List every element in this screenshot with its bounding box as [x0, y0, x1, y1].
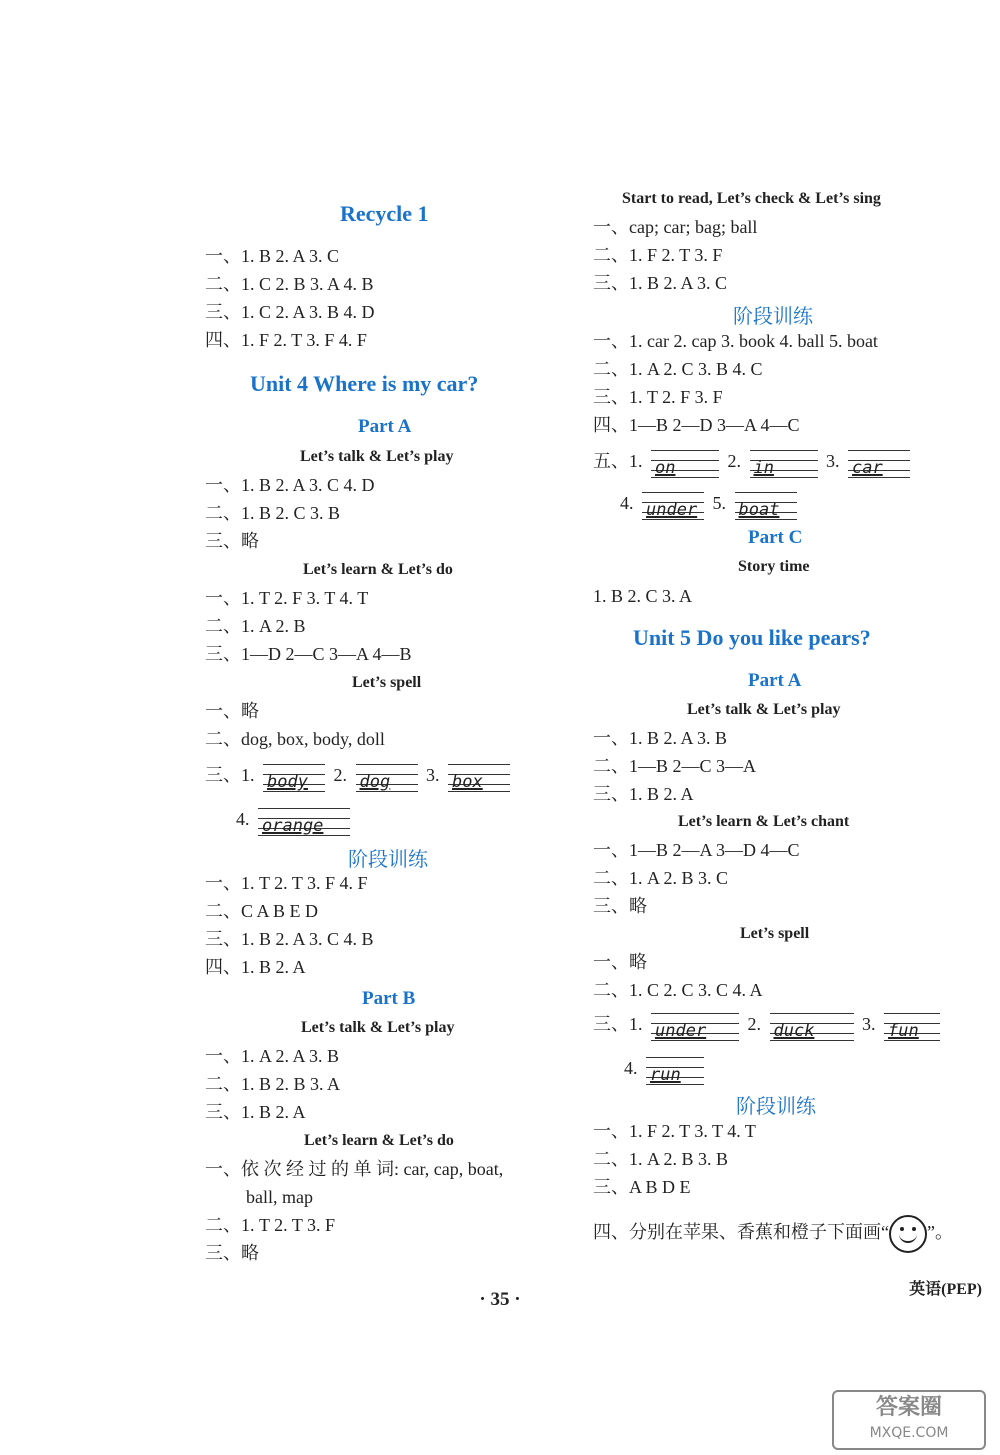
writing-lines	[263, 762, 325, 792]
section-heading: Let’s spell	[352, 674, 422, 691]
answer-line: 三、1. B 2. A	[205, 1102, 306, 1122]
item-number: 3.	[826, 451, 840, 471]
section-heading: Let’s learn & Let’s do	[303, 561, 453, 578]
answer-line: 三、1—D 2—C 3—A 4—B	[205, 644, 412, 664]
handwriting-row	[236, 804, 354, 836]
subject-label: 英语(PEP)	[909, 1281, 982, 1298]
answer-line: 一、1. T 2. T 3. F 4. F	[205, 873, 368, 893]
handwritten-word: duck	[773, 1020, 815, 1041]
handwritten-word: under	[655, 1020, 707, 1041]
writing-lines	[750, 448, 818, 478]
answer-line: 二、1. B 2. B 3. A	[205, 1074, 341, 1094]
writing-lines	[258, 806, 350, 836]
answer-line: 一、cap; car; bag; ball	[593, 217, 758, 237]
item-number: 5.	[712, 493, 726, 513]
page-number: · 35 ·	[479, 1289, 521, 1310]
section-heading: Let’s spell	[740, 925, 810, 942]
instruction-text: 四、分别在苹果、香蕉和橙子下面画“	[593, 1222, 889, 1242]
handwritten-word: car	[852, 457, 883, 478]
item-number: 三、1.	[593, 1014, 643, 1034]
writing-lines	[448, 762, 510, 792]
answer-line: 一、1. B 2. A 3. C	[205, 246, 340, 266]
handwritten-word: dog	[359, 771, 391, 792]
writing-lines	[646, 1055, 704, 1085]
answer-line: 四、1. B 2. A	[205, 957, 306, 977]
writing-lines	[848, 448, 910, 478]
answer-line: 一、略	[205, 701, 259, 721]
handwriting-row	[620, 488, 801, 520]
stage-training-heading: 阶段训练	[736, 1096, 816, 1118]
handwritten-word: boat	[738, 499, 780, 520]
part-a-heading: Part A	[358, 416, 412, 437]
answer-line: 三、1. B 2. A	[593, 784, 694, 804]
writing-lines	[642, 490, 704, 520]
answer-line: 三、A B D E	[593, 1177, 691, 1197]
handwritten-word: body	[267, 771, 308, 792]
answer-line: 二、1. A 2. C 3. B 4. C	[593, 359, 763, 379]
answer-line: 一、略	[593, 952, 647, 972]
section-heading: Let’s learn & Let’s do	[304, 1132, 454, 1149]
answer-line: 三、略	[205, 1243, 259, 1263]
item-number: 4.	[236, 809, 250, 829]
answer-line: 三、略	[593, 896, 647, 916]
item-number: 2.	[747, 1014, 761, 1034]
answer-line	[593, 1214, 953, 1253]
part-b-heading: Part B	[362, 988, 416, 1009]
recycle-title: Recycle 1	[340, 201, 429, 226]
unit4-title: Unit 4 Where is my car?	[250, 371, 479, 396]
answer-line: 二、1—B 2—C 3—A	[593, 756, 757, 776]
answer-line: 二、1. T 2. T 3. F	[205, 1215, 336, 1235]
answer-line: 二、1. C 2. B 3. A 4. B	[205, 274, 374, 294]
answer-line: 二、1. A 2. B 3. B	[593, 1149, 729, 1169]
answer-line: 二、1. A 2. B	[205, 616, 306, 636]
answer-line: 四、1—B 2—D 3—A 4—C	[593, 415, 800, 435]
writing-lines	[651, 1011, 739, 1041]
answer-line: 二、1. B 2. C 3. B	[205, 503, 341, 523]
smiley-face-icon	[889, 1215, 927, 1253]
answer-line: 一、1. B 2. A 3. B	[593, 728, 728, 748]
instruction-end: ”。	[927, 1222, 953, 1242]
part-a-heading: Part A	[748, 670, 802, 691]
item-number: 2.	[727, 451, 741, 471]
answer-line: 二、dog, box, body, doll	[205, 729, 385, 749]
section-heading: Story time	[738, 558, 810, 575]
item-number: 3.	[426, 765, 440, 785]
handwritten-word: box	[452, 771, 483, 792]
handwritten-word: orange	[262, 815, 324, 836]
answer-line: 一、1. A 2. A 3. B	[205, 1046, 340, 1066]
handwritten-word: fun	[888, 1020, 919, 1041]
answer-line: 三、1. B 2. A 3. C 4. B	[205, 929, 374, 949]
stage-training-heading: 阶段训练	[733, 306, 813, 328]
writing-lines	[735, 490, 797, 520]
answer-line: 三、1. T 2. F 3. F	[593, 387, 723, 407]
answer-line: 四、1. F 2. T 3. F 4. F	[205, 330, 367, 350]
watermark-top: 答案圈	[875, 1395, 942, 1420]
handwritten-word: in	[753, 457, 774, 478]
item-number: 4.	[624, 1058, 638, 1078]
handwritten-word: on	[655, 457, 676, 478]
writing-lines	[651, 448, 719, 478]
item-number: 三、1.	[205, 765, 255, 785]
handwriting-row	[593, 446, 914, 478]
answer-line: 二、1. A 2. B 3. C	[593, 868, 729, 888]
section-heading: Let’s talk & Let’s play	[687, 701, 841, 718]
answer-line: 二、1. F 2. T 3. F	[593, 245, 723, 265]
item-number: 2.	[333, 765, 347, 785]
answer-line: 1. B 2. C 3. A	[593, 586, 693, 606]
writing-lines	[884, 1011, 940, 1041]
writing-lines	[356, 762, 418, 792]
handwriting-row	[593, 1009, 944, 1041]
answer-line: 三、1. B 2. A 3. C	[593, 273, 728, 293]
section-heading: Start to read, Let’s check & Let’s sing	[622, 190, 881, 207]
handwriting-row	[624, 1053, 708, 1085]
answer-line: 一、依 次 经 过 的 单 词: car, cap, boat,	[205, 1159, 504, 1179]
section-heading: Let’s talk & Let’s play	[301, 1019, 455, 1036]
item-number: 五、1.	[593, 451, 643, 471]
answer-line: 一、1—B 2—A 3—D 4—C	[593, 840, 800, 860]
section-heading: Let’s learn & Let’s chant	[678, 813, 850, 830]
answer-line: 二、1. C 2. C 3. C 4. A	[593, 980, 763, 1000]
handwriting-row	[205, 760, 514, 792]
answer-line: 三、1. C 2. A 3. B 4. D	[205, 302, 375, 322]
part-c-heading: Part C	[748, 527, 803, 548]
section-heading: Let’s talk & Let’s play	[300, 448, 454, 465]
handwritten-word: under	[646, 499, 698, 520]
answer-line: 一、1. T 2. F 3. T 4. T	[205, 588, 369, 608]
writing-lines	[770, 1011, 854, 1041]
answer-line: 一、1. car 2. cap 3. book 4. ball 5. boat	[593, 331, 878, 351]
watermark-logo	[832, 1390, 986, 1450]
watermark-bottom: MXQE.COM	[869, 1425, 949, 1441]
answer-line: 三、略	[205, 531, 259, 551]
stage-training-heading: 阶段训练	[348, 849, 428, 871]
item-number: 3.	[862, 1014, 876, 1034]
item-number: 4.	[620, 493, 634, 513]
answer-line: 二、C A B E D	[205, 901, 319, 921]
unit5-title: Unit 5 Do you like pears?	[633, 625, 871, 650]
answer-line: ball, map	[246, 1187, 313, 1207]
answer-line: 一、1. F 2. T 3. T 4. T	[593, 1121, 756, 1141]
handwritten-word: run	[650, 1064, 681, 1085]
answer-line: 一、1. B 2. A 3. C 4. D	[205, 475, 375, 495]
